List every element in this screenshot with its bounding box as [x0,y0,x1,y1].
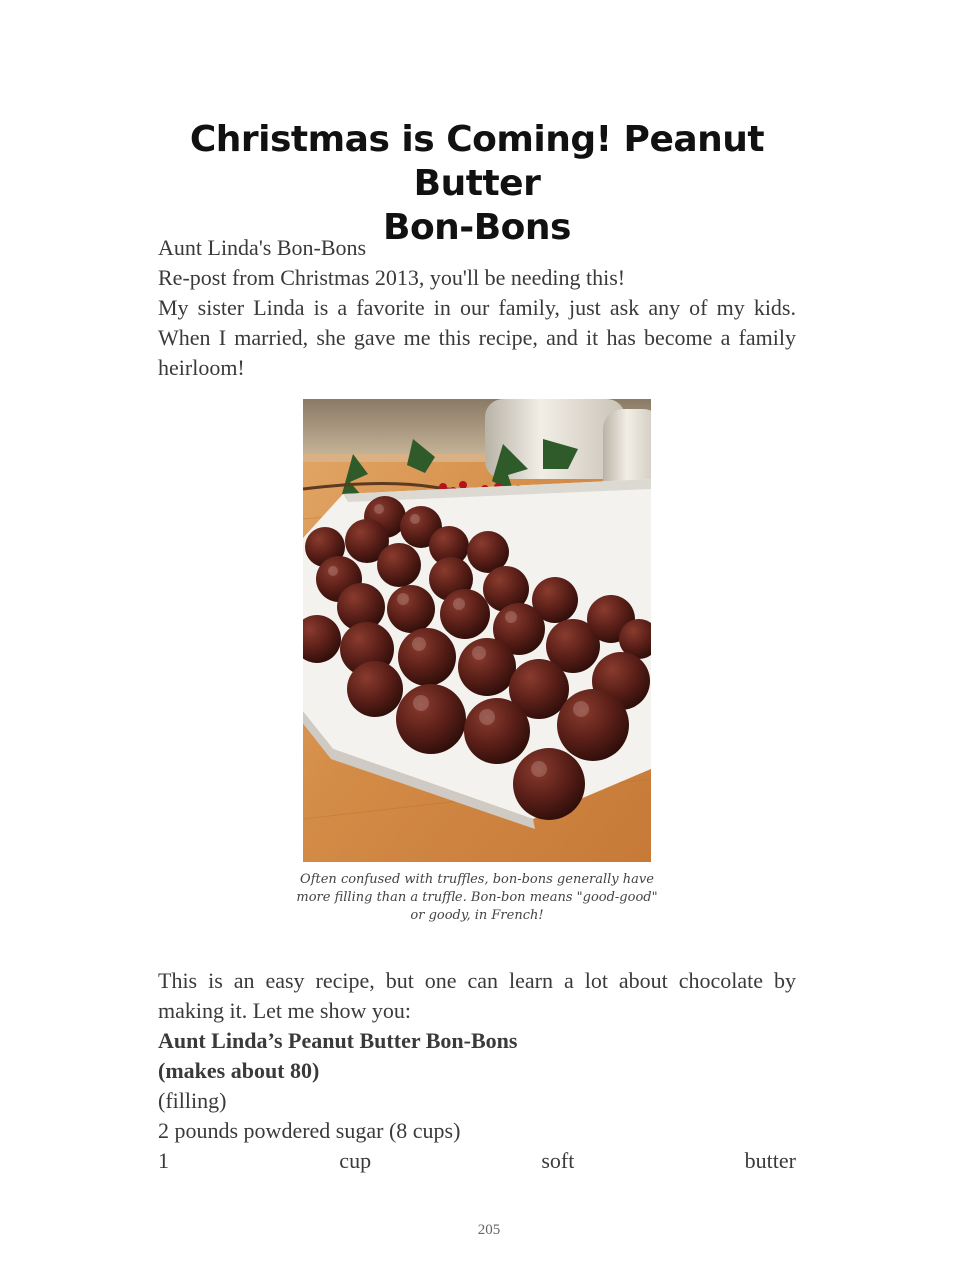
bon-bons-photo [303,399,651,862]
body-paragraph: This is an easy recipe, but one can learn a lot about chocolate by making it. Let me show you: [158,968,796,1023]
page-number: 205 [477,1222,501,1238]
intro-line-1: Aunt Linda's Bon-Bons [158,235,367,260]
intro-line-2: Re-post from Christmas 2013, you'll be needing this! [158,265,626,290]
recipe-title: Aunt Linda’s Peanut Butter Bon-Bons [158,1028,518,1053]
intro-section [158,233,796,383]
ingredient-2: 1 cup soft butter [158,1148,796,1173]
recipe-yield: (makes about 80) [158,1058,320,1083]
recipe-section-label: (filling) [158,1088,227,1113]
ingredient-1: 2 pounds powdered sugar (8 cups) [158,1118,461,1143]
title-line-2: Bon-Bons [383,207,571,248]
recipe-section [158,966,796,1176]
article-title [150,118,804,250]
photo-caption: Often confused with truffles, bon-bons generally have more filling than a truffle. Bon-bon means "good-good" or goody, in French! [296,872,658,923]
intro-paragraph: My sister Linda is a favorite in our family, just ask any of my kids. When I married, she gave me this recipe, and it has become a family heirloom! [158,295,796,380]
title-line-1: Christmas is Coming! Peanut Butter [189,119,765,204]
